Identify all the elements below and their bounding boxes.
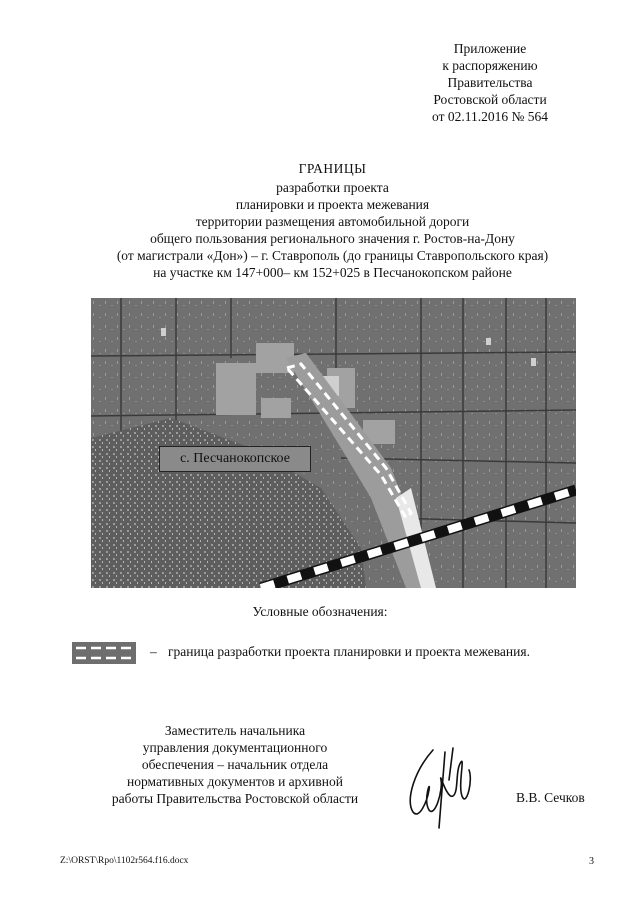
settlement-label: с. Песчанокопское bbox=[159, 446, 311, 472]
document-title bbox=[60, 160, 605, 281]
appendix-line: Ростовской области bbox=[433, 92, 547, 107]
title-line: территории размещения автомобильной дороги bbox=[195, 214, 470, 229]
title-line: (от магистрали «Дон») – г. Ставрополь (до границы Ставропольского края) bbox=[116, 248, 549, 263]
appendix-line: Приложение bbox=[453, 41, 527, 56]
title-line: на участке км 147+000– км 152+025 в Песчанокопском районе bbox=[153, 265, 512, 280]
signer-line: обеспечения – начальник отдела bbox=[141, 757, 329, 772]
dashed-boundary-swatch-icon bbox=[72, 642, 136, 664]
legend-boundary-text: граница разработки проекта планировки и проекта межевания. bbox=[168, 644, 530, 659]
map-image bbox=[91, 298, 576, 588]
map-graphic bbox=[91, 298, 576, 588]
legend-row bbox=[72, 642, 592, 664]
title-line: планировки и проекта межевания bbox=[235, 197, 430, 212]
file-path: Z:\ORST\Rpo\1102r564.f16.docx bbox=[60, 856, 189, 866]
signer-line: управления документационного bbox=[142, 740, 328, 755]
appendix-date-line: от 02.11.2016 № 564 bbox=[432, 109, 548, 124]
signer-line: нормативных документов и архивной bbox=[127, 774, 343, 789]
appendix-line: к распоряжению bbox=[442, 58, 538, 73]
appendix-line: Правительства bbox=[447, 75, 533, 90]
appendix-block bbox=[360, 40, 560, 125]
title-line: разработки проекта bbox=[276, 180, 389, 195]
title-heading: ГРАНИЦЫ bbox=[298, 161, 367, 176]
page-number: 3 bbox=[589, 856, 594, 867]
legend-dash: – bbox=[150, 644, 157, 659]
legend-title: Условные обозначения: bbox=[252, 604, 388, 619]
signer-name: В.В. Сечков bbox=[516, 790, 585, 805]
handwritten-signature-icon bbox=[395, 740, 495, 830]
signer-line: работы Правительства Ростовской области bbox=[111, 791, 359, 806]
title-line: общего пользования регионального значения г. Ростов-на-Дону bbox=[150, 231, 515, 246]
signer-line: Заместитель начальника bbox=[164, 723, 306, 738]
signer-position bbox=[95, 722, 375, 807]
